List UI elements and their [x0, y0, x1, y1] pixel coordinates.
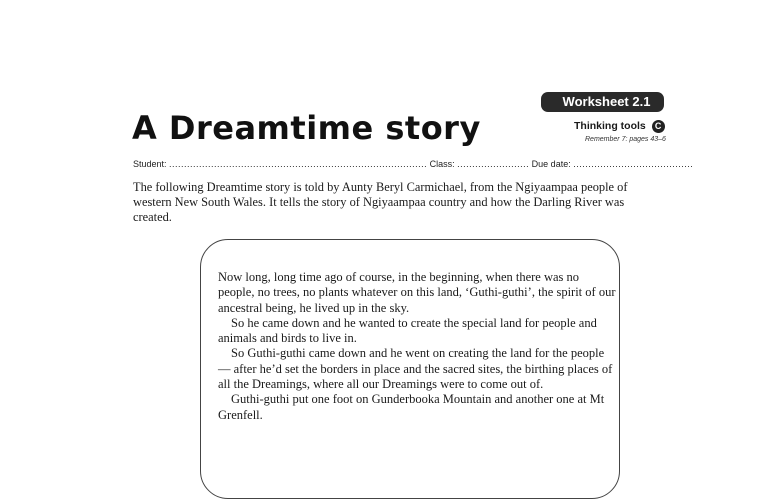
story-paragraph: Guthi-guthi put one foot on Gunderbooka Mountain and another one at Mt Grenfell.	[218, 392, 605, 422]
story-paragraph: So he came down and he wanted to create the special land for people and animals and birds to live in.	[218, 315, 597, 346]
remember-reference: Remember 7: pages 43–6	[585, 136, 666, 143]
class-label: Class:	[429, 159, 455, 169]
thinking-tools-letter-icon: C	[652, 120, 665, 133]
story-paragraph: So Guthi-guthi came down and he went on creating the land for the people — after he’d set the borders in place and the sacred sites, the birthing places of all the Dreamings, where all our Dreamings were to come out of.	[218, 346, 613, 392]
intro-paragraph: The following Dreamtime story is told by Aunty Beryl Carmichael, from the Ngiyaampaa people of western New South Wales. It tells the story of Ngiyaampaa country and how the Darling River was created.	[133, 180, 628, 224]
due-date-label: Due date:	[531, 159, 571, 169]
thinking-tools	[574, 119, 665, 133]
student-fields	[133, 158, 693, 170]
student-label: Student:	[133, 159, 167, 169]
thinking-tools-label: Thinking tools	[574, 120, 646, 132]
class-field: ........................	[457, 159, 530, 169]
story-paragraph: Now long, long time ago of course, in the beginning, when there was no people, no trees, no plants whatever on this land, ‘Guthi-guthi’, the spirit of our ancestral being, he lived up in the sky.	[218, 270, 616, 315]
story-text	[218, 270, 618, 423]
worksheet-badge: Worksheet 2.1	[541, 92, 664, 112]
student-field: ......................................................................................	[169, 159, 428, 169]
due-date-field: ........................................	[573, 159, 694, 169]
page-title: A Dreamtime story	[132, 109, 481, 147]
